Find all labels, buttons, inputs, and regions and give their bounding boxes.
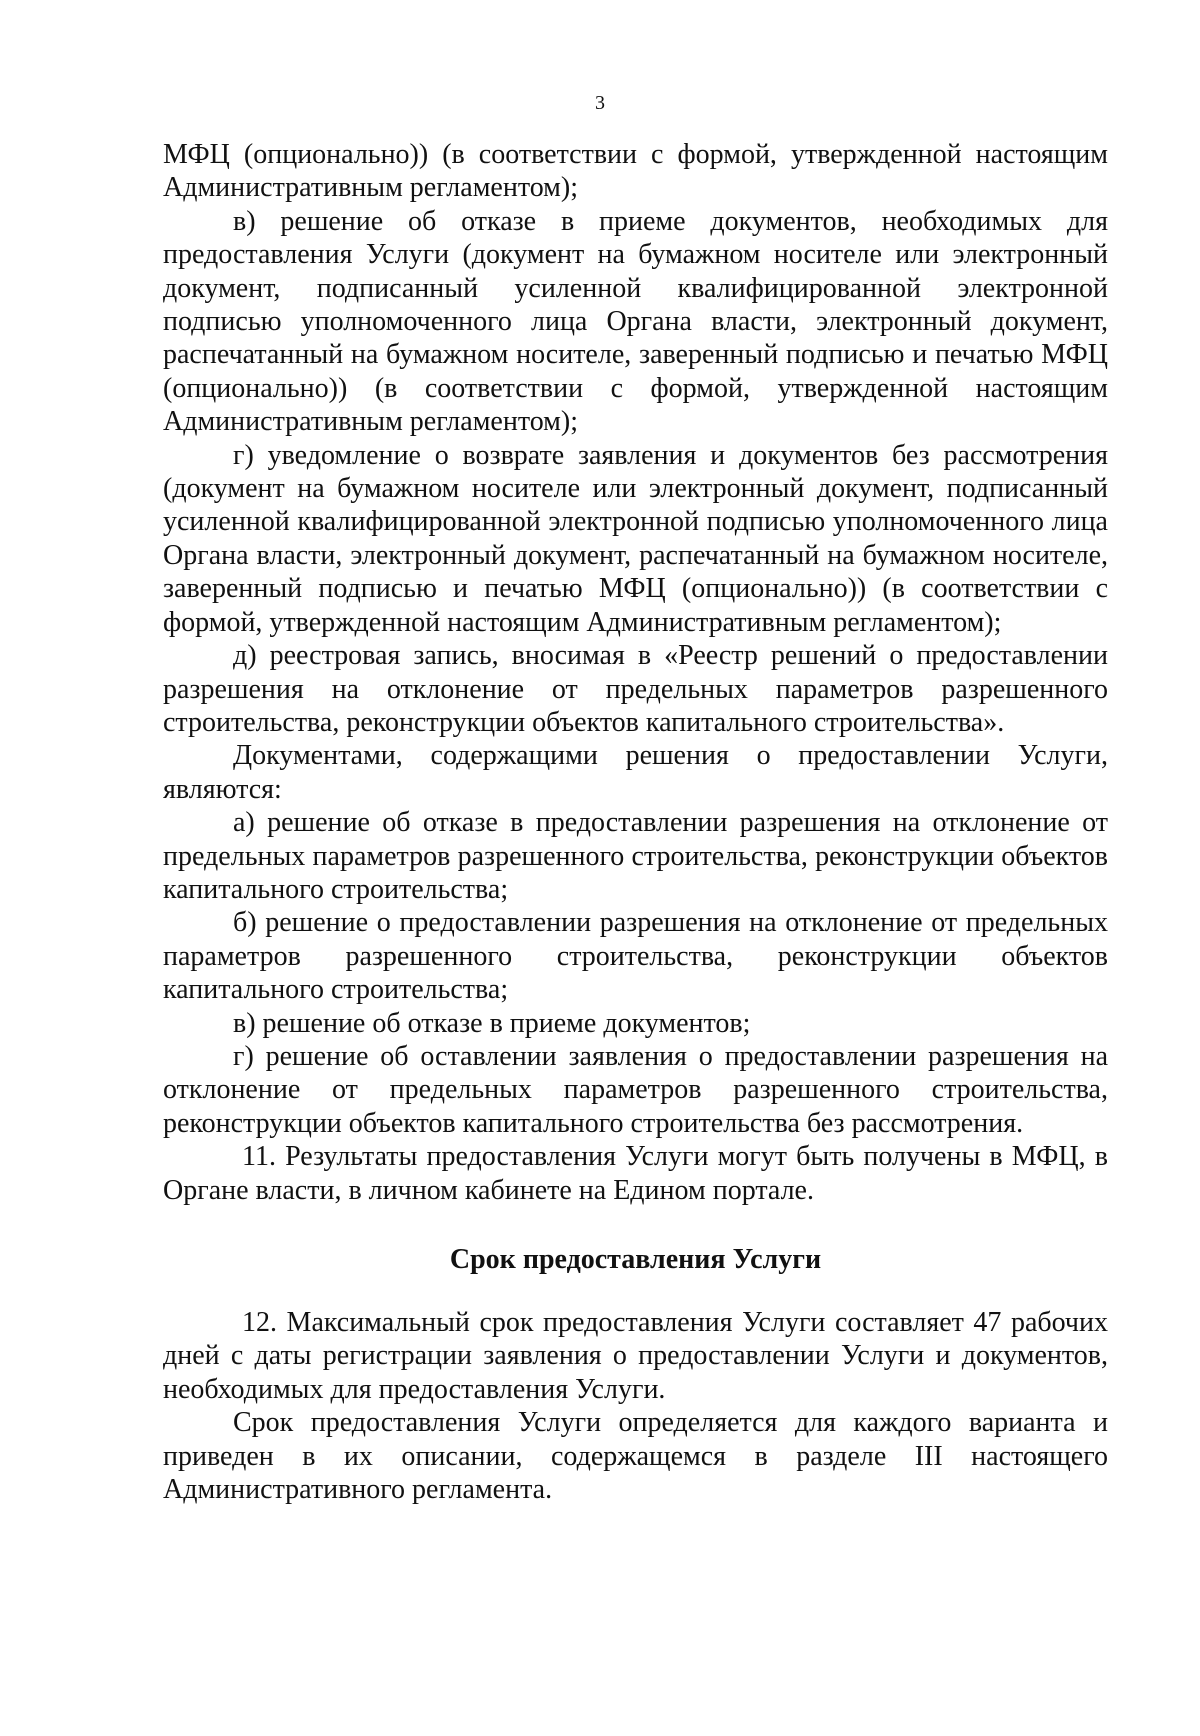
- paragraph-12: 12. Максимальный срок предоставления Услуги составляет 47 рабочих дней с даты регистрации заявления о предоставлении Услуги и документов, необходимых для предоставления Услуги.: [163, 1307, 1108, 1405]
- paragraph-decision-v: в) решение об отказе в приеме документов;: [233, 1007, 751, 1039]
- paragraph-decision-b: б) решение о предоставлении разрешения на отклонение от предельных параметров разрешенного строительства, реконструкции объектов капитального строительства;: [163, 907, 1108, 1006]
- paragraph-11: 11. Результаты предоставления Услуги могут быть получены в МФЦ, в Органе власти, в личном кабинете на Едином портале.: [163, 1141, 1108, 1206]
- page-number: 3: [595, 92, 605, 114]
- paragraph-item-d: д) реестровая запись, вносимая в «Реестр решений о предоставлении разрешения на отклонение от предельных параметров разрешенного строительства, реконструкции объектов капитального строительства».: [163, 640, 1108, 738]
- paragraph-decision-a: а) решение об отказе в предоставлении разрешения на отклонение от предельных параметров разрешенного строительства, реконструкции объектов капитального строительства;: [163, 807, 1108, 905]
- document-body: [163, 138, 1108, 1506]
- paragraph-item-v: в) решение об отказе в приеме документов, необходимых для предоставления Услуги (документ на бумажном носителе или электронный документ, подписанный усиленной квалифицированной электронной подписью уполномоченного лица Органа власти, электронный документ, распечатанный на бумажном носителе, заверенный подписью и печатью МФЦ (опционально)) (в соответствии с формой, утвержденной настоящим Административным регламентом);: [163, 205, 1108, 438]
- paragraph-item-g: г) уведомление о возврате заявления и документов без рассмотрения (документ на бумажном носителе или электронный документ, подписанный усиленной квалифицированной электронной подписью уполномоченного лица Органа власти, электронный документ, распечатанный на бумажном носителе, заверенный подписью и печатью МФЦ (опционально)) (в соответствии с формой, утвержденной настоящим Административным регламентом);: [163, 439, 1108, 638]
- paragraph-decision-documents: Документами, содержащими решения о предоставлении Услуги, являются:: [163, 740, 1108, 805]
- paragraph-continuation: МФЦ (опционально)) (в соответствии с формой, утвержденной настоящим Административным регламентом);: [163, 139, 1108, 204]
- paragraph-term-variants: Срок предоставления Услуги определяется для каждого варианта и приведен в их описании, содержащемся в разделе III настоящего Административного регламента.: [163, 1407, 1108, 1506]
- paragraph-decision-g: г) решение об оставлении заявления о предоставлении разрешения на отклонение от предельных параметров разрешенного строительства, реконструкции объектов капитального строительства без рассмотрения.: [163, 1040, 1108, 1139]
- section-heading: Срок предоставления Услуги: [449, 1244, 822, 1275]
